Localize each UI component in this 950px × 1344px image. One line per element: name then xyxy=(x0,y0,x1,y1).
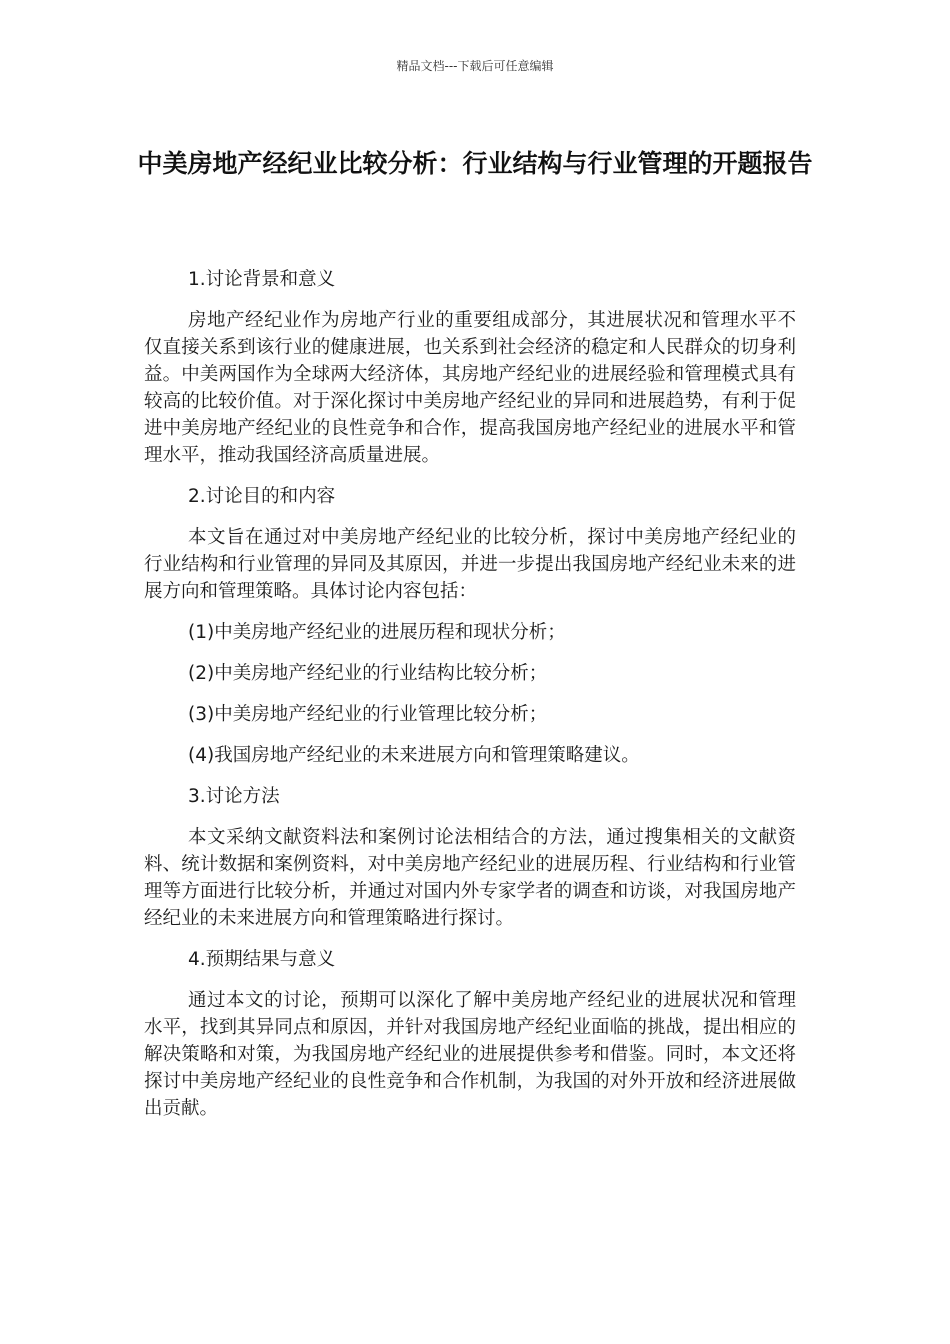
section-heading-2: 2.讨论目的和内容 xyxy=(188,486,336,507)
list-item: (3)中美房地产经纪业的行业管理比较分析； xyxy=(188,704,548,725)
paragraph: 房地产经纪业作为房地产行业的重要组成部分，其进展状况和管理水平不仅直接关系到该行业的健康进展，也关系到社会经济的稳定和人民群众的切身利益。中美两国作为全球两大经济体，其房地产经纪业的进展经验和管理模式具有较高的比较价值。对于深化探讨中美房地产经纪业的异同和进展趋势，有利于促进中美房地产经纪业的良性竞争和合作，提高我国房地产经纪业的进展水平和管理水平，推动我国经济高质量进展。 xyxy=(144,310,796,466)
section-heading-3: 3.讨论方法 xyxy=(188,786,280,807)
paragraph: 本文采纳文献资料法和案例讨论法相结合的方法，通过搜集相关的文献资料、统计数据和案例资料，对中美房地产经纪业的进展历程、行业结构和行业管理等方面进行比较分析，并通过对国内外专家学者的调查和访谈，对我国房地产经纪业的未来进展方向和管理策略进行探讨。 xyxy=(144,827,796,929)
list-item: (1)中美房地产经纪业的进展历程和现状分析； xyxy=(188,622,566,643)
document-title: 中美房地产经纪业比较分析：行业结构与行业管理的开题报告 xyxy=(137,149,813,178)
header-note: 精品文档---下载后可任意编辑 xyxy=(396,59,554,73)
document-body xyxy=(144,266,796,1136)
paragraph: 本文旨在通过对中美房地产经纪业的比较分析，探讨中美房地产经纪业的行业结构和行业管理的异同及其原因，并进一步提出我国房地产经纪业未来的进展方向和管理策略。具体讨论内容包括： xyxy=(144,527,796,602)
section-heading-4: 4.预期结果与意义 xyxy=(188,949,336,970)
paragraph: 通过本文的讨论，预期可以深化了解中美房地产经纪业的进展状况和管理水平，找到其异同点和原因，并针对我国房地产经纪业面临的挑战，提出相应的解决策略和对策，为我国房地产经纪业的进展提供参考和借鉴。同时，本文还将探讨中美房地产经纪业的良性竞争和合作机制，为我国的对外开放和经济进展做出贡献。 xyxy=(144,990,796,1119)
list-item: (2)中美房地产经纪业的行业结构比较分析； xyxy=(188,663,548,684)
list-item: (4)我国房地产经纪业的未来进展方向和管理策略建议。 xyxy=(188,745,640,766)
section-heading-1: 1.讨论背景和意义 xyxy=(188,269,336,290)
